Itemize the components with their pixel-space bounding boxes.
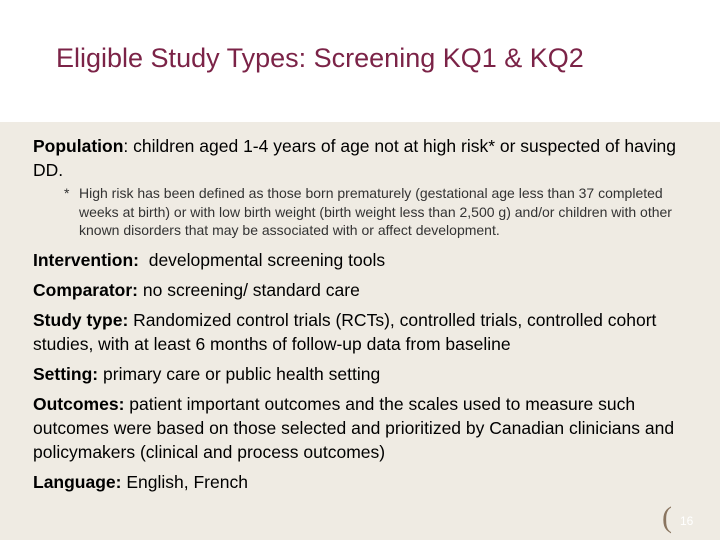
outcomes-paragraph xyxy=(33,392,693,464)
study-type-label: Study type: xyxy=(33,309,129,330)
footnote-marker: * xyxy=(64,185,70,201)
population-paragraph xyxy=(33,134,693,182)
language-text: English, French xyxy=(121,471,248,492)
slide-body xyxy=(33,134,693,500)
population-text: : children aged 1-4 years of age not at high risk* or suspected of having DD. xyxy=(33,136,676,180)
outcomes-label: Outcomes: xyxy=(33,393,125,414)
setting-label: Setting: xyxy=(33,363,99,384)
outcomes-text: patient important outcomes and the scales used to measure such outcomes were based on those selected and prioritized by Canadian clinicians and policymakers (clinical and process outcomes) xyxy=(33,393,675,462)
intervention-text: developmental screening tools xyxy=(138,249,386,270)
slide-title: Eligible Study Types: Screening KQ1 & KQ2 xyxy=(56,43,584,73)
study-type-text: Randomized control trials (RCTs), controlled trials, controlled cohort studies, with at least 6 months of follow-up data from baseline xyxy=(33,309,657,354)
high-risk-footnote xyxy=(33,184,693,240)
comparator-paragraph xyxy=(33,278,693,302)
intervention-paragraph xyxy=(33,248,693,272)
language-label: Language: xyxy=(33,471,122,492)
study-type-paragraph xyxy=(33,308,693,356)
intervention-label: Intervention: xyxy=(33,249,139,270)
decorative-bracket: ( xyxy=(662,501,672,534)
setting-text: primary care or public health setting xyxy=(98,363,381,384)
language-paragraph xyxy=(33,470,693,494)
footnote-text: High risk has been defined as those born prematurely (gestational age less than 37 completed weeks at birth) or with low birth weight (birth weight less than 2,500 g) and/or children with other known disorders that may be associated with or affect development. xyxy=(79,185,672,238)
comparator-text: no screening/ standard care xyxy=(138,279,360,300)
population-label: Population xyxy=(33,136,124,156)
comparator-label: Comparator: xyxy=(33,279,139,300)
page-number: 16 xyxy=(680,514,694,528)
setting-paragraph xyxy=(33,362,693,386)
